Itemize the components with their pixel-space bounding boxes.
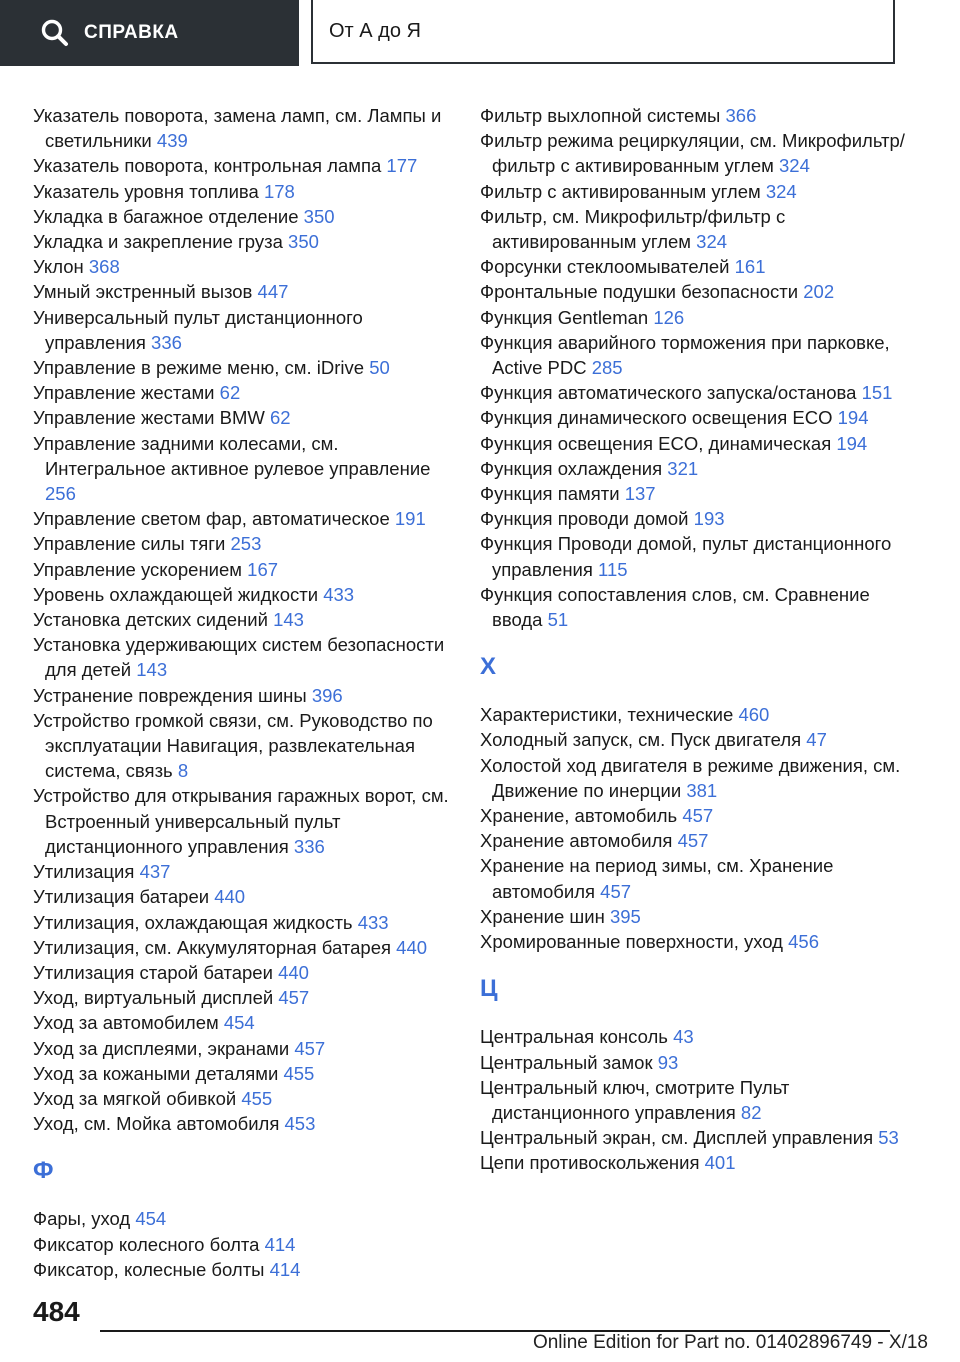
search-icon [40, 18, 70, 48]
index-entry-text: Фиксатор, колесные болты [33, 1258, 265, 1280]
index-page-link[interactable]: 47 [806, 729, 827, 751]
index-page-link[interactable]: 194 [836, 432, 868, 454]
index-entry-text: Холодный запуск, см. Пуск двигателя [480, 729, 802, 751]
index-entry [33, 1111, 463, 1136]
index-page-link[interactable]: 414 [264, 1233, 296, 1255]
index-entry-text: Указатель уровня топлива [33, 180, 259, 202]
index-entry-text: Управление в режиме меню, см. iDrive [33, 357, 365, 379]
index-entry [480, 405, 920, 430]
index-page-link[interactable]: 51 [547, 609, 569, 631]
index-entry [33, 1257, 463, 1282]
index-entry [480, 481, 920, 506]
index-entry [480, 254, 920, 279]
index-page-link[interactable]: 50 [369, 357, 390, 379]
help-tab[interactable] [0, 0, 299, 66]
index-entry [480, 179, 920, 204]
index-page-link[interactable]: 457 [294, 1037, 326, 1059]
index-entry-text: Установка удерживающих систем безопасности для детей [33, 634, 445, 681]
index-entry [33, 783, 463, 859]
index-entry-text: Устройство для открывания гаражных ворот, см. Встроенный универсальный пульт дистанционного управления [33, 785, 449, 857]
index-entry-text: Фиксатор колесного болта [33, 1233, 260, 1255]
index-entry [33, 1232, 463, 1257]
index-entry-text: Хранение шин [480, 905, 605, 927]
index-entry [480, 904, 920, 929]
index-entry [33, 431, 463, 507]
index-entry [480, 1125, 920, 1150]
index-entry-text: Фильтр выхлопной системы [480, 105, 721, 126]
index-entry [33, 506, 463, 531]
index-entry [33, 935, 463, 960]
index-entry [33, 204, 463, 229]
index-entry [33, 1086, 463, 1111]
index-entry-text: Функция Проводи домой, пульт дистанционного управления [480, 533, 892, 580]
index-entry-text: Уровень охлаждающей жидкости [33, 583, 319, 605]
index-page-link[interactable]: 368 [88, 256, 120, 278]
index-entry-text: Фронтальные подушки безопасности [480, 281, 799, 303]
index-entry-text: Холостой ход двигателя в режиме движения, см. Движение по инерции [480, 754, 901, 801]
index-entry [33, 985, 463, 1010]
index-entry-text: Утилизация батареи [33, 886, 210, 908]
index-entry-text: Уход, виртуальный дисплей [33, 987, 274, 1009]
index-entry [480, 380, 920, 405]
index-entry [480, 828, 920, 853]
footer-edition-text: Online Edition for Part no. 01402896749 - X/18 [532, 1332, 928, 1353]
index-page-link[interactable]: 126 [653, 306, 685, 328]
section-tab-label: От А до Я [329, 19, 421, 42]
index-page-link[interactable]: 62 [270, 407, 291, 429]
index-entry [480, 727, 920, 752]
index-entry-text: Управление ускорением [33, 558, 243, 580]
index-page-link[interactable]: 433 [323, 583, 355, 605]
index-entry-text: Умный экстренный вызов [33, 281, 253, 303]
index-entry [480, 1050, 920, 1075]
index-page-link[interactable]: 350 [288, 231, 319, 253]
index-page-link[interactable]: 93 [657, 1051, 679, 1073]
index-page-link[interactable]: 321 [667, 457, 699, 479]
index-page-link[interactable]: 191 [394, 508, 426, 530]
index-entry [480, 330, 920, 380]
index-entry-text: Уход за кожаными деталями [33, 1062, 279, 1084]
index-entry-text: Функция сопоставления слов, см. Сравнение ввода [480, 583, 870, 631]
index-page-link[interactable]: 447 [257, 281, 289, 303]
index-entry [480, 1150, 920, 1175]
index-page-link[interactable]: 324 [779, 155, 810, 177]
index-page-link[interactable]: 8 [177, 760, 189, 782]
index-letter-heading: Ц [480, 975, 498, 1003]
index-page-link[interactable]: 440 [214, 886, 246, 908]
index-page-link[interactable]: 454 [223, 1012, 255, 1034]
index-entry [33, 153, 463, 178]
index-entry-text: Центральный ключ, смотрите Пульт дистанционного управления [480, 1076, 790, 1123]
index-entry [480, 929, 920, 954]
index-entry-text: Утилизация, см. Аккумуляторная батарея [33, 936, 392, 958]
index-page-link[interactable]: 194 [837, 407, 869, 429]
index-page-link[interactable]: 161 [734, 256, 766, 278]
index-entry [33, 254, 463, 279]
index-page-link[interactable]: 454 [135, 1208, 167, 1230]
index-entry [480, 702, 920, 727]
index-page-link[interactable]: 414 [269, 1258, 301, 1280]
index-page-link[interactable]: 457 [600, 880, 632, 902]
index-entry [33, 531, 463, 556]
index-column-left [33, 103, 463, 1282]
index-entry [33, 229, 463, 254]
index-page-link[interactable]: 460 [738, 704, 770, 726]
index-page-link[interactable]: 440 [396, 936, 428, 958]
index-entry [33, 884, 463, 909]
index-entry [480, 103, 920, 128]
index-page-link[interactable]: 396 [311, 684, 343, 706]
top-navigation [0, 0, 960, 66]
index-page-link[interactable]: 433 [357, 911, 389, 933]
index-page-link[interactable]: 366 [725, 105, 757, 126]
index-entry-text: Хранение автомобиля [480, 830, 673, 852]
index-page-link[interactable]: 167 [247, 558, 279, 580]
index-entry [480, 853, 920, 903]
index-page-link[interactable]: 457 [682, 805, 714, 827]
index-page-link[interactable]: 336 [293, 835, 325, 857]
index-entry-text: Функция охлаждения [480, 457, 663, 479]
index-entry [33, 103, 463, 153]
index-entry-text: Установка детских сидений [33, 609, 268, 631]
index-entry [480, 803, 920, 828]
index-entry-text: Функция динамического освещения ECO [480, 407, 833, 429]
index-entry-text: Уход, см. Мойка автомобиля [33, 1113, 280, 1135]
index-entry-text: Указатель поворота, контрольная лампа [33, 155, 382, 177]
index-entry-text: Функция Gentleman [480, 306, 649, 328]
index-entry [33, 1036, 463, 1061]
index-page-link[interactable]: 143 [136, 659, 168, 681]
index-page-link[interactable]: 43 [673, 1026, 694, 1048]
index-page-link[interactable]: 401 [704, 1152, 736, 1174]
index-entry [33, 859, 463, 884]
index-page-link[interactable]: 202 [803, 281, 835, 303]
index-entry-text: Уклон [33, 256, 84, 278]
page-number: 484 [33, 1296, 80, 1327]
index-entry-text: Форсунки стеклоомывателей [480, 256, 730, 278]
index-entry-text: Уход за дисплеями, экранами [33, 1037, 290, 1059]
index-entry [33, 1206, 463, 1231]
index-entry [480, 753, 920, 803]
index-entry [480, 279, 920, 304]
index-entry-text: Хромированные поверхности, уход [480, 931, 783, 953]
index-entry-text: Уход за автомобилем [33, 1012, 219, 1034]
index-page-link[interactable]: 53 [878, 1127, 899, 1149]
index-entry-text: Фары, уход [33, 1208, 131, 1230]
index-page-link[interactable]: 457 [278, 987, 310, 1009]
index-entry-text: Устройство громкой связи, см. Руководство по эксплуатации Навигация, развлекательная система, связь [33, 709, 433, 782]
index-entry [33, 960, 463, 985]
index-entry-text: Указатель поворота, замена ламп, см. Лампы и светильники [33, 105, 442, 152]
index-page-link[interactable]: 455 [283, 1062, 315, 1084]
index-page-link[interactable]: 143 [273, 609, 304, 631]
index-page-link[interactable]: 336 [151, 331, 182, 353]
index-page-link[interactable]: 193 [693, 508, 725, 530]
index-entry [33, 683, 463, 708]
index-entry [33, 380, 463, 405]
index-entry [33, 179, 463, 204]
index-page-link[interactable]: 439 [156, 130, 188, 152]
index-entry [480, 506, 920, 531]
index-entry [33, 1010, 463, 1035]
index-entry [480, 128, 920, 178]
index-entry-text: Фильтр с активированным углем [480, 180, 761, 202]
index-entry-text: Характеристики, технические [480, 704, 734, 726]
index-entry [480, 582, 920, 632]
index-entry-text: Управление жестами BMW [33, 407, 265, 429]
index-page-link[interactable]: 324 [696, 231, 728, 253]
index-page-link[interactable]: 453 [284, 1113, 316, 1135]
index-entry [480, 305, 920, 330]
index-entry-text: Цепи противоскольжения [480, 1152, 700, 1174]
index-entry [480, 531, 920, 581]
index-letter-heading: Ф [33, 1157, 54, 1185]
index-entry [480, 1075, 920, 1125]
index-entry [480, 204, 920, 254]
index-entry-text: Утилизация [33, 861, 135, 883]
index-page-link[interactable]: 62 [219, 382, 241, 404]
index-entry [33, 279, 463, 304]
index-entry-text: Функция памяти [480, 483, 620, 505]
section-tab-a-to-z[interactable] [311, 0, 895, 64]
index-entry [33, 632, 463, 682]
index-entry [33, 405, 463, 430]
index-entry-text: Функция аварийного торможения при парковке, Active PDC [480, 331, 890, 379]
index-page-link[interactable]: 324 [765, 180, 797, 202]
index-entry [480, 431, 920, 456]
index-page-link[interactable]: 137 [624, 483, 656, 505]
index-entry-text: Укладка и закрепление груза [33, 231, 283, 253]
index-entry-text: Функция освещения ECO, динамическая [480, 432, 832, 454]
index-page-link[interactable]: 253 [230, 533, 262, 555]
index-entry-text: Центральный экран, см. Дисплей управления [480, 1127, 874, 1149]
index-entry [33, 607, 463, 632]
index-entry [480, 456, 920, 481]
index-page-link[interactable]: 395 [609, 905, 641, 927]
index-entry-text: Управление светом фар, автоматическое [33, 508, 390, 530]
index-page-link[interactable]: 456 [788, 931, 819, 953]
index-entry-text: Хранение на период зимы, см. Хранение автомобиля [480, 855, 834, 902]
index-entry-text: Функция автоматического запуска/останова [480, 382, 857, 404]
index-entry-text: Фильтр, см. Микрофильтр/фильтр с активированным углем [480, 205, 786, 253]
index-entry-text: Утилизация, охлаждающая жидкость [33, 911, 353, 933]
index-entry-text: Управление силы тяги [33, 533, 226, 555]
index-page-link[interactable]: 82 [740, 1101, 762, 1123]
index-page-link[interactable]: 350 [303, 205, 335, 227]
index-page-link[interactable]: 381 [686, 779, 718, 801]
index-page-link[interactable]: 178 [263, 180, 295, 202]
index-entry-text: Центральная консоль [480, 1026, 668, 1048]
index-page-link[interactable]: 455 [241, 1087, 273, 1109]
index-entry-text: Фильтр режима рециркуляции, см. Микрофильтр/фильтр с активированным углем [480, 130, 905, 177]
help-tab-label: СПРАВКА [84, 22, 179, 43]
index-entry [33, 910, 463, 935]
index-entry-text: Управление задними колесами, см. Интегральное активное рулевое управление [33, 432, 431, 479]
index-page-link[interactable]: 457 [677, 830, 709, 852]
index-entry-text: Утилизация старой батареи [33, 961, 273, 983]
index-entry-text: Уход за мягкой обивкой [33, 1087, 237, 1109]
index-page-link[interactable]: 437 [139, 861, 171, 883]
index-entry [480, 1024, 920, 1049]
index-entry [33, 305, 463, 355]
index-entry-text: Хранение, автомобиль [480, 805, 678, 827]
index-entry [33, 582, 463, 607]
index-entry [33, 557, 463, 582]
index-entry-text: Управление жестами [33, 382, 215, 404]
index-entry [33, 1061, 463, 1086]
index-page-link[interactable]: 151 [861, 382, 893, 404]
index-page-link[interactable]: 177 [386, 155, 418, 177]
index-entry-text: Устранение повреждения шины [33, 684, 307, 706]
index-entry-text: Функция проводи домой [480, 508, 689, 530]
index-letter-heading: Х [480, 653, 497, 681]
index-entry-text: Укладка в багажное отделение [33, 205, 299, 227]
index-page-link[interactable]: 285 [591, 357, 623, 379]
index-entry-text: Центральный замок [480, 1051, 653, 1073]
index-entry [33, 355, 463, 380]
index-column-right [480, 103, 920, 1176]
index-entry-text: Универсальный пульт дистанционного управления [33, 306, 363, 353]
index-entry [33, 708, 463, 784]
index-page-link[interactable]: 256 [45, 483, 76, 505]
index-page-link[interactable]: 115 [598, 558, 628, 580]
index-page-link[interactable]: 440 [278, 961, 309, 983]
